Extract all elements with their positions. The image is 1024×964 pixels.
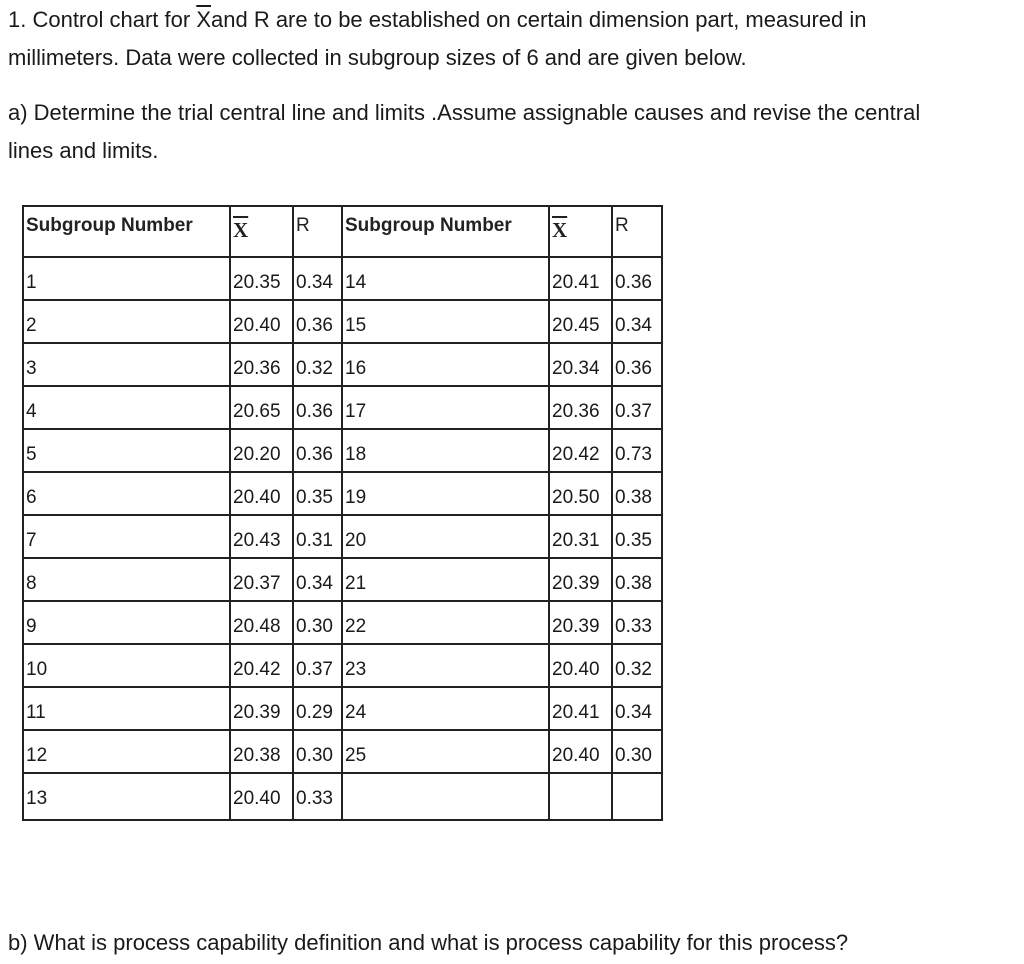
cell-xbar-right: 20.39 [549, 558, 612, 601]
cell-subgroup-right: 23 [342, 644, 549, 687]
table-row [23, 343, 662, 386]
cell-subgroup-left: 13 [23, 773, 230, 820]
cell-r-left: 0.30 [293, 730, 342, 773]
header-subgroup-number-left: Subgroup Number [23, 206, 230, 257]
cell-r-left: 0.36 [293, 429, 342, 472]
cell-subgroup-left: 6 [23, 472, 230, 515]
table-row [23, 515, 662, 558]
cell-xbar-right: 20.42 [549, 429, 612, 472]
cell-xbar-right: 20.50 [549, 472, 612, 515]
header-xbar-right-label: $\overline{X}$ [552, 218, 568, 242]
cell-xbar-left: 20.20 [230, 429, 293, 472]
cell-xbar-left: 20.40 [230, 472, 293, 515]
cell-subgroup-right: 15 [342, 300, 549, 343]
table-row [23, 472, 662, 515]
header-subgroup-number-right: Subgroup Number [342, 206, 549, 257]
cell-subgroup-left: 9 [23, 601, 230, 644]
cell-xbar-left: 20.39 [230, 687, 293, 730]
cell-xbar-left: 20.38 [230, 730, 293, 773]
header-r-right: R [612, 206, 662, 257]
cell-xbar-right [549, 773, 612, 820]
data-table [22, 205, 663, 821]
cell-r-right: 0.35 [612, 515, 662, 558]
question-1-line2: millimeters. Data were collected in subgroup sizes of 6 and are given below. [8, 45, 747, 70]
part-b-text: b) What is process capability definition and what is process capability for this process? [8, 930, 849, 955]
cell-r-right [612, 773, 662, 820]
cell-r-right: 0.36 [612, 343, 662, 386]
cell-r-right: 0.32 [612, 644, 662, 687]
cell-r-right: 0.38 [612, 472, 662, 515]
cell-xbar-right: 20.41 [549, 687, 612, 730]
cell-xbar-left: 20.35 [230, 257, 293, 300]
cell-xbar-right: 20.31 [549, 515, 612, 558]
cell-subgroup-left: 7 [23, 515, 230, 558]
table-row [23, 558, 662, 601]
cell-subgroup-left: 2 [23, 300, 230, 343]
cell-r-right: 0.38 [612, 558, 662, 601]
cell-r-right: 0.34 [612, 687, 662, 730]
xbar-symbol: $\overline{X}$ [196, 7, 211, 32]
table-row [23, 730, 662, 773]
cell-r-left: 0.36 [293, 386, 342, 429]
question-1-line1 [8, 1, 867, 39]
part-a-line2: lines and limits. [8, 138, 159, 163]
cell-subgroup-right: 25 [342, 730, 549, 773]
cell-xbar-left: 20.36 [230, 343, 293, 386]
cell-subgroup-right: 24 [342, 687, 549, 730]
cell-r-left: 0.37 [293, 644, 342, 687]
cell-subgroup-left: 3 [23, 343, 230, 386]
cell-xbar-right: 20.40 [549, 730, 612, 773]
cell-subgroup-right: 16 [342, 343, 549, 386]
cell-r-left: 0.32 [293, 343, 342, 386]
cell-subgroup-right: 20 [342, 515, 549, 558]
header-r-left: R [293, 206, 342, 257]
header-xbar-left-label: $\overline{X}$ [233, 218, 249, 242]
table-header-row [23, 206, 662, 257]
cell-xbar-right: 20.36 [549, 386, 612, 429]
cell-xbar-left: 20.42 [230, 644, 293, 687]
cell-subgroup-left: 5 [23, 429, 230, 472]
cell-r-right: 0.36 [612, 257, 662, 300]
cell-r-right: 0.33 [612, 601, 662, 644]
table-row [23, 687, 662, 730]
cell-subgroup-left: 8 [23, 558, 230, 601]
cell-xbar-right: 20.34 [549, 343, 612, 386]
cell-subgroup-right: 17 [342, 386, 549, 429]
cell-subgroup-right: 19 [342, 472, 549, 515]
cell-subgroup-right: 18 [342, 429, 549, 472]
cell-subgroup-right: 14 [342, 257, 549, 300]
cell-xbar-right: 20.41 [549, 257, 612, 300]
table-row [23, 257, 662, 300]
table-row [23, 601, 662, 644]
cell-subgroup-left: 11 [23, 687, 230, 730]
table-row [23, 386, 662, 429]
table-body [23, 257, 662, 820]
cell-xbar-left: 20.40 [230, 773, 293, 820]
cell-subgroup-left: 4 [23, 386, 230, 429]
cell-r-right: 0.30 [612, 730, 662, 773]
cell-subgroup-left: 1 [23, 257, 230, 300]
question-1-suffix: and R are to be established on certain dimension part, measured in [211, 7, 867, 32]
header-xbar-left [230, 206, 293, 257]
cell-xbar-left: 20.48 [230, 601, 293, 644]
cell-r-left: 0.33 [293, 773, 342, 820]
cell-xbar-left: 20.65 [230, 386, 293, 429]
cell-r-left: 0.36 [293, 300, 342, 343]
cell-subgroup-right: 21 [342, 558, 549, 601]
cell-r-left: 0.35 [293, 472, 342, 515]
cell-r-right: 0.73 [612, 429, 662, 472]
cell-r-left: 0.30 [293, 601, 342, 644]
cell-r-right: 0.37 [612, 386, 662, 429]
header-xbar-right [549, 206, 612, 257]
table-row [23, 644, 662, 687]
table-row [23, 429, 662, 472]
question-1-prefix: 1. Control chart for [8, 7, 197, 32]
cell-xbar-right: 20.39 [549, 601, 612, 644]
cell-r-left: 0.31 [293, 515, 342, 558]
cell-xbar-right: 20.45 [549, 300, 612, 343]
table-row [23, 300, 662, 343]
part-a-line1: a) Determine the trial central line and limits .Assume assignable causes and revise the central [8, 100, 921, 125]
cell-r-right: 0.34 [612, 300, 662, 343]
table-row [23, 773, 662, 820]
cell-r-left: 0.29 [293, 687, 342, 730]
cell-subgroup-right [342, 773, 549, 820]
cell-subgroup-left: 12 [23, 730, 230, 773]
cell-xbar-right: 20.40 [549, 644, 612, 687]
cell-xbar-left: 20.40 [230, 300, 293, 343]
cell-r-left: 0.34 [293, 257, 342, 300]
cell-xbar-left: 20.43 [230, 515, 293, 558]
cell-subgroup-right: 22 [342, 601, 549, 644]
cell-xbar-left: 20.37 [230, 558, 293, 601]
cell-subgroup-left: 10 [23, 644, 230, 687]
cell-r-left: 0.34 [293, 558, 342, 601]
